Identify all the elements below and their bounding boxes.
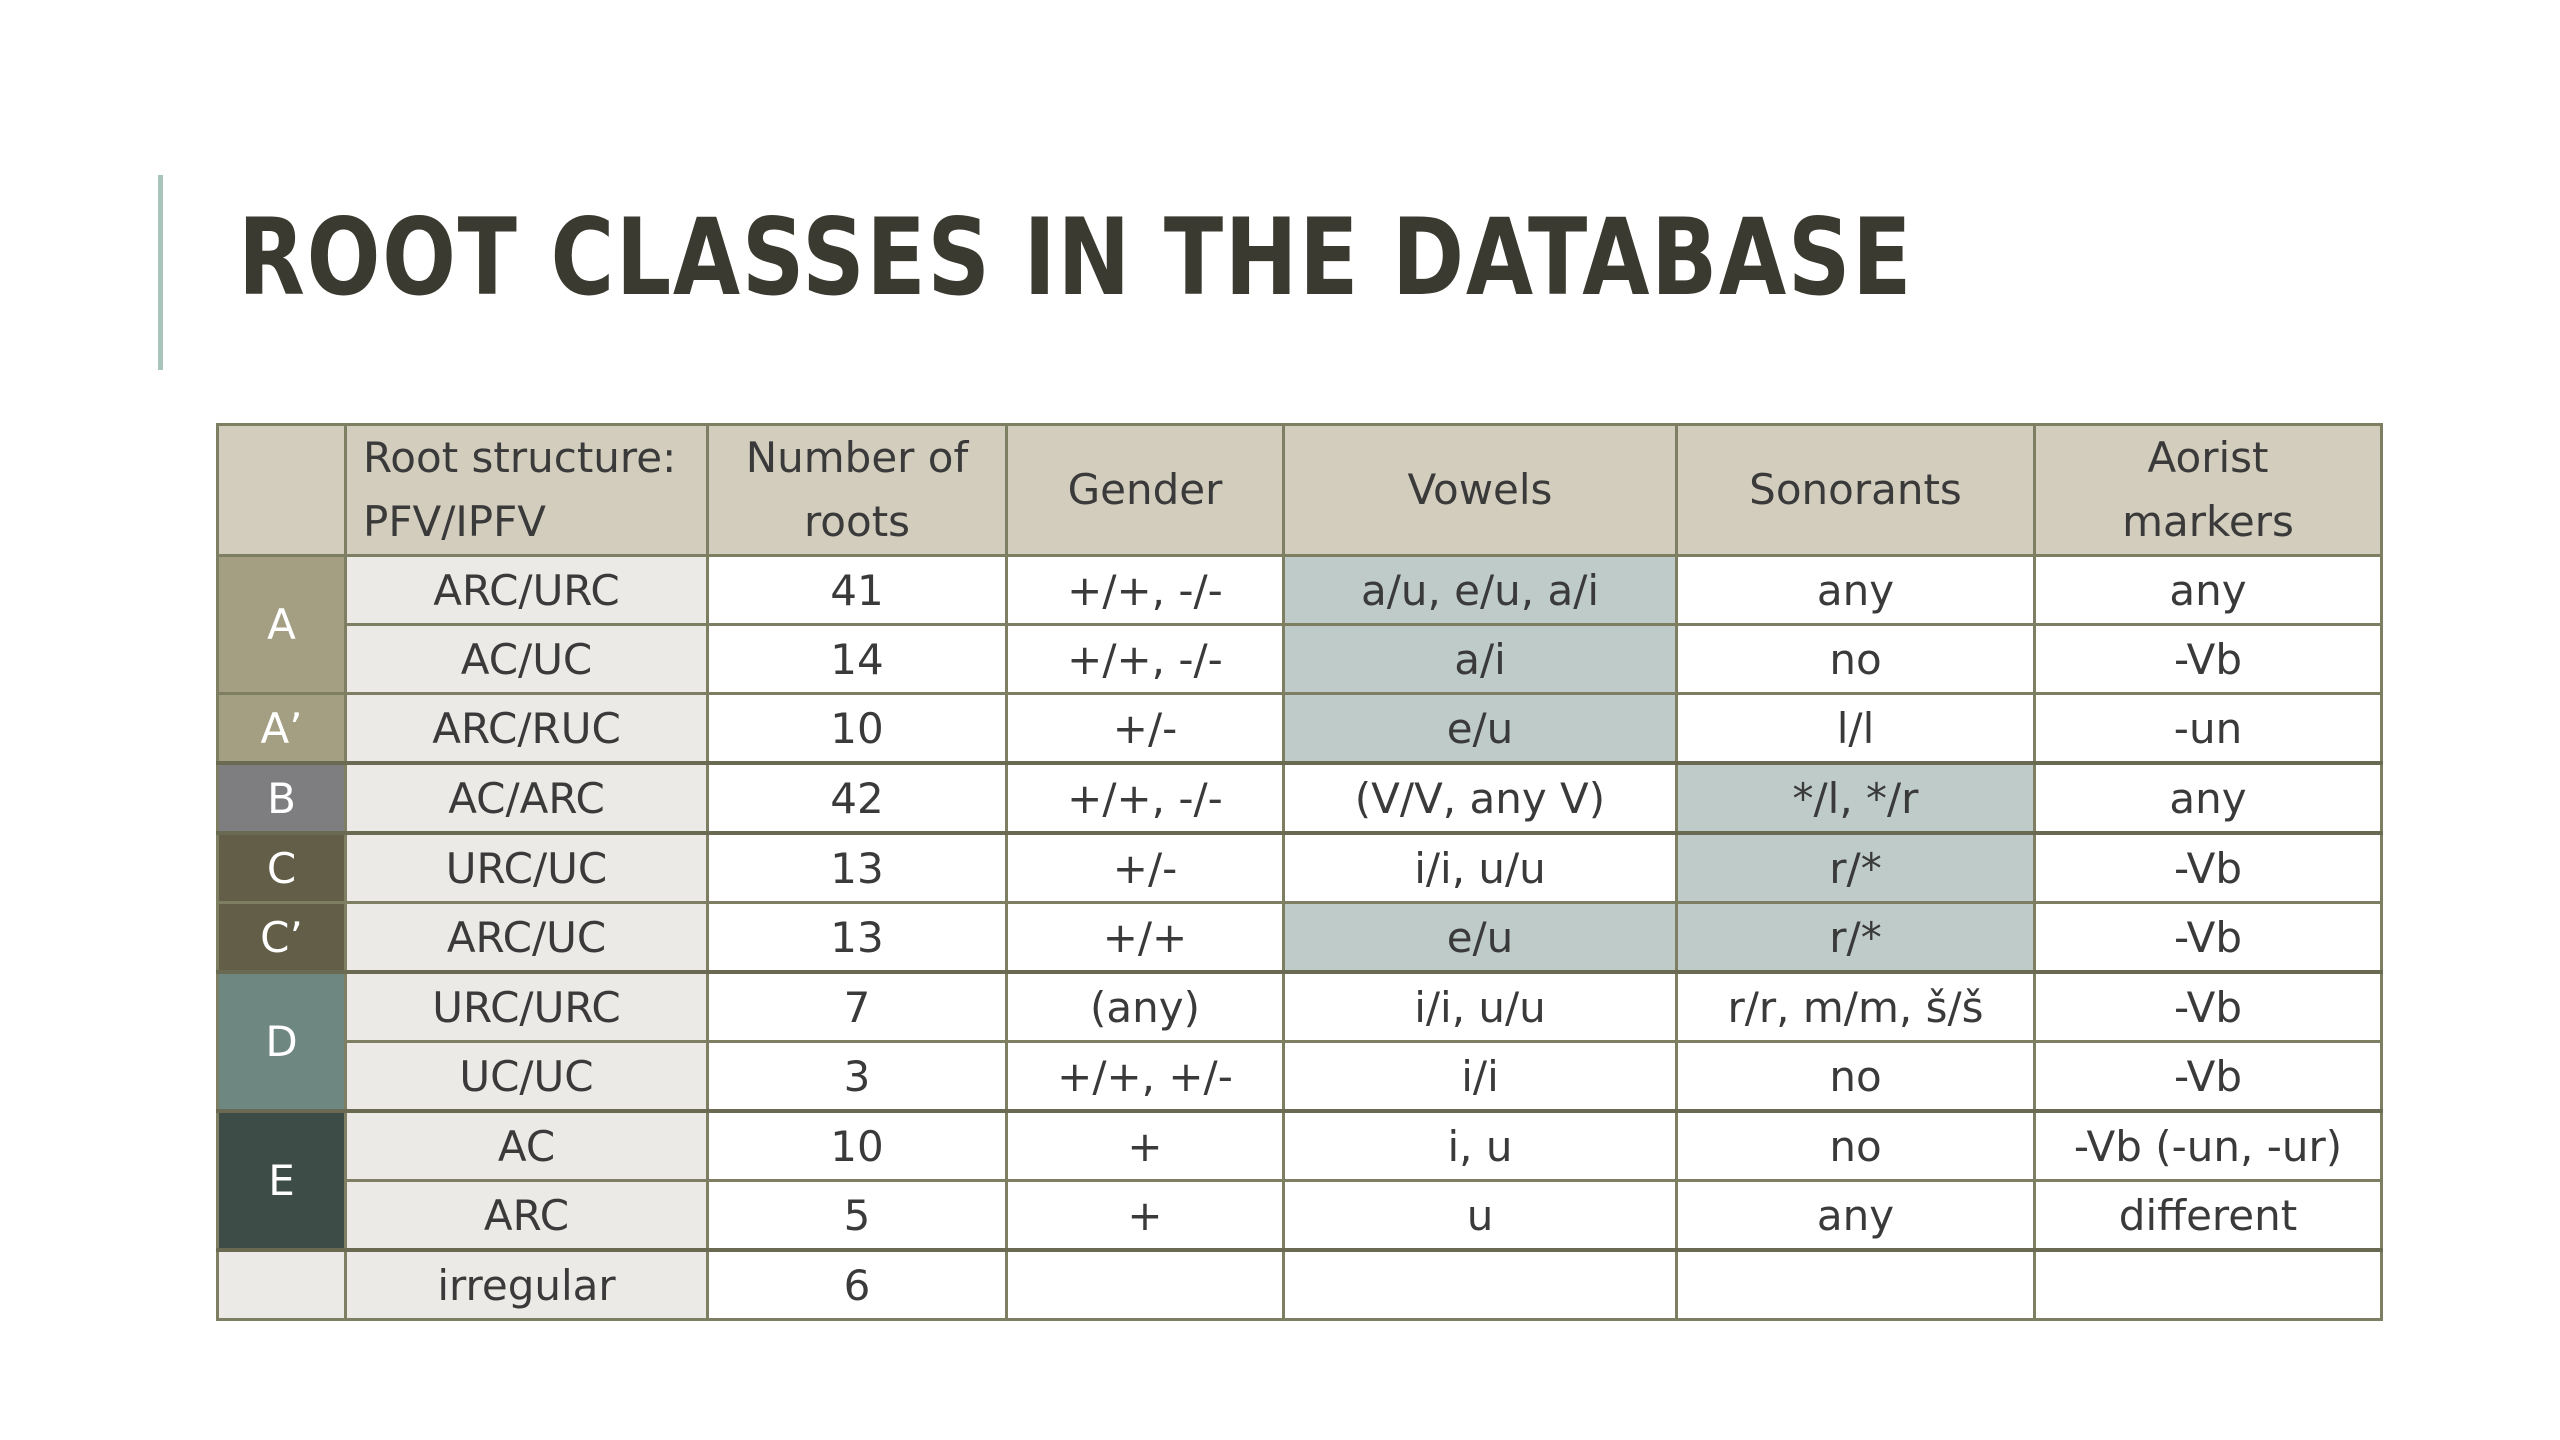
aorist-cell: -Vb xyxy=(2035,972,2382,1042)
sonorants-cell: l/l xyxy=(1677,694,2035,764)
table-row xyxy=(218,763,2382,833)
aorist-cell: -Vb xyxy=(2035,833,2382,903)
gender-cell: +/+, -/- xyxy=(1007,625,1284,694)
table-row xyxy=(218,1181,2382,1251)
vowels-cell: i/i, u/u xyxy=(1284,833,1677,903)
root-structure-cell: irregular xyxy=(346,1250,708,1320)
vowels-cell xyxy=(1284,1250,1677,1320)
root-structure-cell: ARC/UC xyxy=(346,903,708,973)
aorist-cell: -un xyxy=(2035,694,2382,764)
header-root-structure-line2: PFV/IPFV xyxy=(363,497,546,546)
aorist-cell xyxy=(2035,1250,2382,1320)
header-class xyxy=(218,425,346,556)
aorist-cell: any xyxy=(2035,763,2382,833)
root-structure-cell: AC/ARC xyxy=(346,763,708,833)
title-accent-bar xyxy=(158,175,163,370)
root-structure-cell: URC/URC xyxy=(346,972,708,1042)
gender-cell: +/+ xyxy=(1007,903,1284,973)
aorist-cell: any xyxy=(2035,556,2382,625)
number-cell: 41 xyxy=(708,556,1007,625)
gender-cell: (any) xyxy=(1007,972,1284,1042)
number-cell: 13 xyxy=(708,903,1007,973)
root-structure-cell: ARC/URC xyxy=(346,556,708,625)
gender-cell: + xyxy=(1007,1181,1284,1251)
table-row xyxy=(218,1042,2382,1112)
sonorants-cell: no xyxy=(1677,1111,2035,1181)
number-cell: 42 xyxy=(708,763,1007,833)
vowels-cell: e/u xyxy=(1284,694,1677,764)
gender-cell: + xyxy=(1007,1111,1284,1181)
sonorants-cell xyxy=(1677,1250,2035,1320)
class-label-c-prime: C’ xyxy=(218,903,346,973)
gender-cell xyxy=(1007,1250,1284,1320)
root-structure-cell: ARC/RUC xyxy=(346,694,708,764)
header-row xyxy=(218,425,2382,556)
header-aorist-line1: Aorist xyxy=(2147,433,2269,482)
sonorants-cell: any xyxy=(1677,556,2035,625)
table-row xyxy=(218,625,2382,694)
table-row xyxy=(218,694,2382,764)
sonorants-cell: r/* xyxy=(1677,833,2035,903)
root-structure-cell: URC/UC xyxy=(346,833,708,903)
table-row xyxy=(218,1250,2382,1320)
number-cell: 10 xyxy=(708,1111,1007,1181)
header-root-structure xyxy=(346,425,708,556)
header-aorist-line2: markers xyxy=(2122,497,2294,546)
vowels-cell: i/i xyxy=(1284,1042,1677,1112)
sonorants-cell: no xyxy=(1677,625,2035,694)
class-label-d: D xyxy=(218,972,346,1111)
class-label-c: C xyxy=(218,833,346,903)
header-number-line1: Number of xyxy=(745,433,969,482)
sonorants-cell: r/* xyxy=(1677,903,2035,973)
table-row xyxy=(218,903,2382,973)
aorist-cell: -Vb xyxy=(2035,903,2382,973)
root-structure-cell: ARC xyxy=(346,1181,708,1251)
number-cell: 13 xyxy=(708,833,1007,903)
sonorants-cell: no xyxy=(1677,1042,2035,1112)
class-label-a: A xyxy=(218,556,346,694)
number-cell: 3 xyxy=(708,1042,1007,1112)
vowels-cell: a/u, e/u, a/i xyxy=(1284,556,1677,625)
vowels-cell: i, u xyxy=(1284,1111,1677,1181)
header-sonorants: Sonorants xyxy=(1677,425,2035,556)
sonorants-cell: any xyxy=(1677,1181,2035,1251)
root-structure-cell: UC/UC xyxy=(346,1042,708,1112)
header-gender: Gender xyxy=(1007,425,1284,556)
header-number-line2: roots xyxy=(803,497,911,546)
table-row xyxy=(218,1111,2382,1181)
slide-title: ROOT CLASSES IN THE DATABASE xyxy=(238,196,1914,319)
gender-cell: +/+, -/- xyxy=(1007,763,1284,833)
vowels-cell: (V/V, any V) xyxy=(1284,763,1677,833)
header-number-of-roots xyxy=(708,425,1007,556)
sonorants-cell: r/r, m/m, š/š xyxy=(1677,972,2035,1042)
gender-cell: +/+, +/- xyxy=(1007,1042,1284,1112)
root-structure-cell: AC/UC xyxy=(346,625,708,694)
class-label-b: B xyxy=(218,763,346,833)
aorist-cell: different xyxy=(2035,1181,2382,1251)
number-cell: 14 xyxy=(708,625,1007,694)
root-classes-table xyxy=(216,423,2383,1321)
gender-cell: +/- xyxy=(1007,694,1284,764)
header-vowels: Vowels xyxy=(1284,425,1677,556)
number-cell: 5 xyxy=(708,1181,1007,1251)
vowels-cell: a/i xyxy=(1284,625,1677,694)
number-cell: 6 xyxy=(708,1250,1007,1320)
gender-cell: +/+, -/- xyxy=(1007,556,1284,625)
header-aorist-markers xyxy=(2035,425,2382,556)
number-cell: 10 xyxy=(708,694,1007,764)
sonorants-cell: */l, */r xyxy=(1677,763,2035,833)
vowels-cell: i/i, u/u xyxy=(1284,972,1677,1042)
root-structure-cell: AC xyxy=(346,1111,708,1181)
class-label-e: E xyxy=(218,1111,346,1250)
gender-cell: +/- xyxy=(1007,833,1284,903)
table-row xyxy=(218,556,2382,625)
class-label-a-prime: A’ xyxy=(218,694,346,764)
number-cell: 7 xyxy=(708,972,1007,1042)
aorist-cell: -Vb (-un, -ur) xyxy=(2035,1111,2382,1181)
table-row xyxy=(218,833,2382,903)
table-row xyxy=(218,972,2382,1042)
vowels-cell: u xyxy=(1284,1181,1677,1251)
aorist-cell: -Vb xyxy=(2035,1042,2382,1112)
header-root-structure-line1: Root structure: xyxy=(363,433,677,482)
class-label-irregular xyxy=(218,1250,346,1320)
aorist-cell: -Vb xyxy=(2035,625,2382,694)
vowels-cell: e/u xyxy=(1284,903,1677,973)
